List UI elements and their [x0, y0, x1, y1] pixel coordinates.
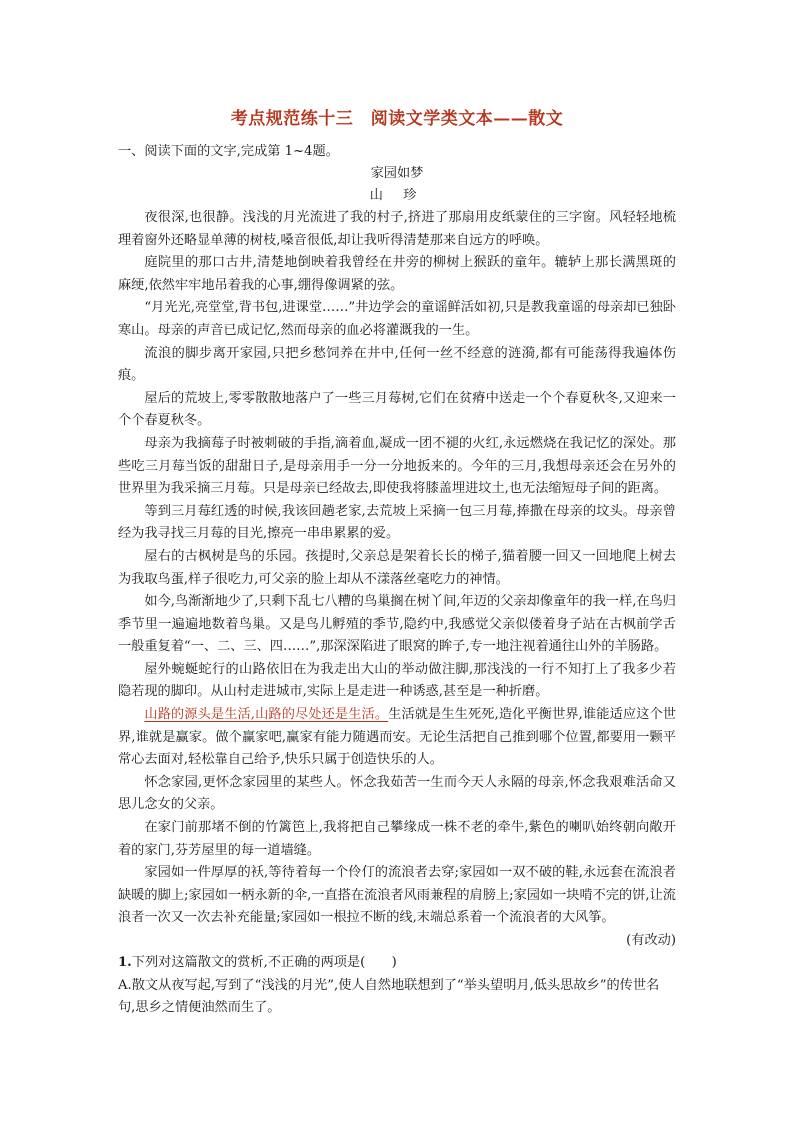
essay-paragraph: “月光光,亮堂堂,背书包,进课堂……”井边学会的童谣鲜活如初,只是教我童谣的母亲却已独卧寒山。母亲的声音已成记忆,然而母亲的血必将灌溉我的一生。	[118, 300, 676, 338]
essay-author: 山 珍	[369, 188, 425, 203]
question-number: 1.	[118, 955, 132, 970]
essay-title: 家园如梦	[370, 166, 424, 181]
section-instruction: 一、阅读下面的文字,完成第 1~4题。	[118, 144, 339, 159]
essay-paragraph: 在家门前那堵不倒的竹篱笆上,我将把自己攀缘成一株不老的牵牛,紫色的喇叭始终朝向敞开着的家门,芬芳屋里的每一道墙缝。	[118, 820, 676, 858]
essay-paragraph: 庭院里的那口古井,清楚地倒映着我曾经在井旁的柳树上猴跃的童年。辘轳上那长满黑斑的麻绠,依然牢牢地吊着我的心事,绷得像调紧的弦。	[118, 255, 676, 293]
source-note: (有改动)	[626, 933, 676, 948]
essay-paragraph: 屋后的荒坡上,零零散散地落户了一些三月莓树,它们在贫瘠中送走一个个春夏秋冬,又迎来一个个春夏秋冬。	[118, 390, 676, 429]
essay-paragraph: 屋外蜿蜒蛇行的山路依旧在为我走出大山的举动做注脚,那浅浅的一行不知打上了我多少若隐若现的脚印。从山村走进城市,实际上是走进一种诱惑,甚至是一种折磨。	[118, 661, 676, 700]
question-1	[118, 952, 676, 975]
essay-paragraph: 流浪的脚步离开家园,只把乡愁饲养在井中,任何一丝不经意的涟漪,都有可能荡得我遍体伤痕。	[118, 345, 676, 384]
paragraph-text: 生活就是生生死死,造化平衡世界,谁能适应这个世界,谁就是赢家。做个赢家吧,赢家有能力随遇而安。无论生活把自己推到哪个位置,都要用一颗平常心去面对,轻松靠自己给予,快乐只属于创造快乐的人。	[118, 707, 676, 768]
page-content	[118, 104, 676, 1020]
question-text: 下列对这篇散文的赏析,不正确的两项是( )	[131, 955, 397, 970]
page-title: 考点规范练十三 阅读文学类文本——散文	[230, 109, 564, 129]
essay-paragraph: 怀念家园,更怀念家园里的某些人。怀念我茹苦一生而今天人永隔的母亲,怀念我艰难活命又思儿念女的父亲。	[118, 774, 676, 813]
essay-paragraph: 家园如一件厚厚的袄,等待着每一个伶仃的流浪者去穿;家园如一双不破的鞋,永远套在流浪者缺暖的脚上;家园如一柄永新的伞,一直搭在流浪者风雨兼程的肩膀上;家园如一块啃不完的饼,让流浪者一次又一次去补充能量;家园如一根拉不断的线,末端总系着一个流浪者的大风筝。	[118, 865, 676, 926]
essay-paragraph: 如今,鸟渐渐地少了,只剩下乱七八糟的鸟巢搁在树丫间,年迈的父亲却像童年的我一样,在鸟归季节里一遍遍地数着鸟巢。又是鸟儿孵殖的季节,隐约中,我感觉父亲似偻着身子站在古枫前学舌一般重复着“一、二、三、四……”,那深深陷进了眼窝的眸子,专一地注视着通往山外的羊肠路。	[118, 594, 676, 655]
essay-paragraph: 夜很深,也很静。浅浅的月光流进了我的村子,挤进了那扇用皮纸蒙住的三字窗。风轻轻地梳理着窗外还略显单薄的树枝,嗓音很低,却让我听得清楚那来自远方的呼唤。	[118, 210, 676, 248]
essay-paragraph: 等到三月莓红透的时候,我该回趟老家,去荒坡上采摘一包三月莓,捧撒在母亲的坟头。母亲曾经为我寻找三月莓的目光,擦亮一串串累累的爱。	[118, 503, 676, 542]
essay-body	[118, 207, 676, 930]
question-1-option-a: A.散文从夜写起,写到了“浅浅的月光”,使人自然地联想到了“举头望明月,低头思故乡”的传世名句,思乡之情便油然而生了。	[118, 977, 660, 1016]
highlighted-sentence: 山路的源头是生活,山路的尽处还是生活。	[144, 707, 389, 723]
essay-paragraph: 母亲为我摘莓子时被刺破的手指,滴着血,凝成一团不褪的火红,永远燃烧在我记忆的深处。那些吃三月莓当饭的甜甜日子,是母亲用手一分一分地扳来的。今年的三月,我想母亲还会在另外的世界里为我采摘三月莓。只是母亲已经故去,即使我将膝盖埋进坟土,也无法缩短母子间的距离。	[118, 435, 676, 497]
essay-paragraph: 屋右的古枫树是鸟的乐园。孩提时,父亲总是架着长长的梯子,猫着腰一回又一回地爬上树去为我取鸟蛋,样子很吃力,可父亲的脸上却从不漾落丝毫吃力的神情。	[118, 548, 676, 587]
essay-paragraph-highlighted	[118, 704, 676, 772]
